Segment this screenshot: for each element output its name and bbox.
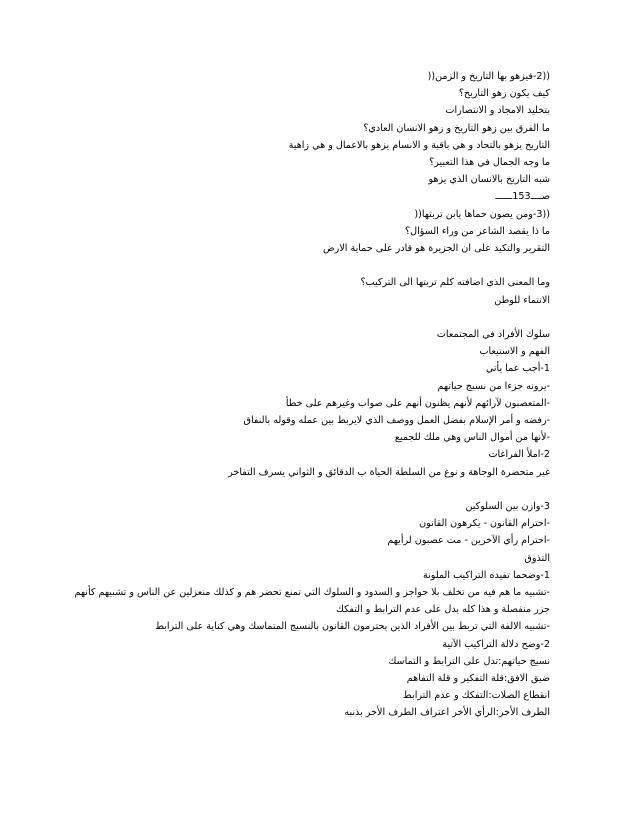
text-line: 2-املأ الفراغات bbox=[488, 449, 550, 461]
text-line: ((3-ومن يصون حماها يابن تربتها(( bbox=[414, 208, 550, 220]
text-line: الفهم و الاستيعاب bbox=[479, 346, 550, 358]
text-line: ((2-فيزهو بها التاريخ و الزمن(( bbox=[427, 71, 550, 82]
text-line: نسيج حياتهم:تدل على الترابط و التماسك bbox=[388, 655, 550, 667]
text-line: التاريخ يزهو بالتحاد و هي باقية و الانسام يزهو بالاعمال و هي زاهية bbox=[288, 139, 550, 151]
text-line: بتخليد الامجاد و الانتصارات bbox=[445, 105, 550, 117]
text-line: -تشبيه الالفة التي تربط بين الأفراد الذين يحترمون القانون بالنسيج المتماسك وهي كناية على الترابط bbox=[155, 621, 550, 633]
line-spacer bbox=[80, 309, 550, 326]
document-body bbox=[74, 68, 550, 722]
text-line: -تشبيه ما هم فيه من تخلف بلا حواجز و السدود و السلوك التي تمنع تحضر هم و كذلك منعزلين عن الناس و تشبيهم كأنهم bbox=[74, 587, 550, 599]
text-line: سلوك الأفراد في المجتمعات bbox=[436, 329, 550, 341]
text-line: كيف يكون زهو التاريخ؟ bbox=[458, 88, 550, 100]
text-line: غير متحضرة الوجاهة و نوع من السلطة الحياة ب الدقائق و الثواني يسرف التفاخر bbox=[228, 466, 550, 478]
text-line: التذوق bbox=[524, 552, 550, 564]
text-line: -رفضه و أمر الإسلام بفضل العمل ووصف الذي لايربط بين عمله وقوله بالنفاق bbox=[243, 415, 550, 427]
text-line: الطرف الأخر:الرأي الأخر اعتراف الطرف الأخر بذنبه bbox=[344, 707, 550, 719]
line-spacer bbox=[80, 257, 550, 274]
text-line: انقطاع الصلات:التفكك و عدم الترابط bbox=[402, 690, 550, 702]
text-line: ضيق الافق:قلة التفكير و قلة التفاهم bbox=[406, 673, 550, 685]
text-line: جزر منفصلة و هذا كله يدل على عدم الترابط و التفكك bbox=[335, 604, 550, 616]
text-line: -يرونه جزءا من نسيج حياتهم bbox=[437, 380, 550, 392]
text-line: -احترام القانون - يكرهون القانون bbox=[419, 518, 550, 530]
text-line: -لأنها من أموال الناس وهي ملك للجميع bbox=[394, 432, 550, 444]
line-spacer bbox=[80, 481, 550, 498]
text-line: ما وجه الجمال في هذا التعبير؟ bbox=[429, 157, 550, 169]
text-line: -احترام رأي الآخرين - مت عصبون لرأيهم bbox=[387, 535, 550, 547]
text-line: وما المعنى الذي اضافته كلم تربتها الى التركيب؟ bbox=[360, 277, 550, 289]
text-line: صــــ153ــــــ bbox=[495, 191, 550, 203]
text-line: 1-وضحما تفيده التراكيب الملونة bbox=[422, 569, 550, 581]
text-line: -المتعصبون لآرائهم لأنهم يظنون أنهم على صواب وغيرهم على خطأ bbox=[285, 397, 550, 409]
text-line: الانتماء للوطن bbox=[494, 294, 550, 306]
text-line: 1-أجب عما يأتي bbox=[485, 363, 550, 375]
text-line: ما ذا يقصد الشاعر من وراء السؤال؟ bbox=[405, 225, 550, 237]
text-line: شبه التاريخ بالانسان الذي يزهو bbox=[428, 174, 550, 186]
text-line: 2-وضح دلالة التراكيب الآتية bbox=[442, 638, 550, 650]
text-line: ما الفرق بين زهو التاريخ و زهو الانسان العادي؟ bbox=[363, 122, 550, 134]
text-line: 3-وازن بين السلوكين bbox=[465, 501, 550, 513]
text-line: التقرير والتكيد على ان الجزيرة هو قادر على حماية الارض bbox=[323, 243, 550, 255]
